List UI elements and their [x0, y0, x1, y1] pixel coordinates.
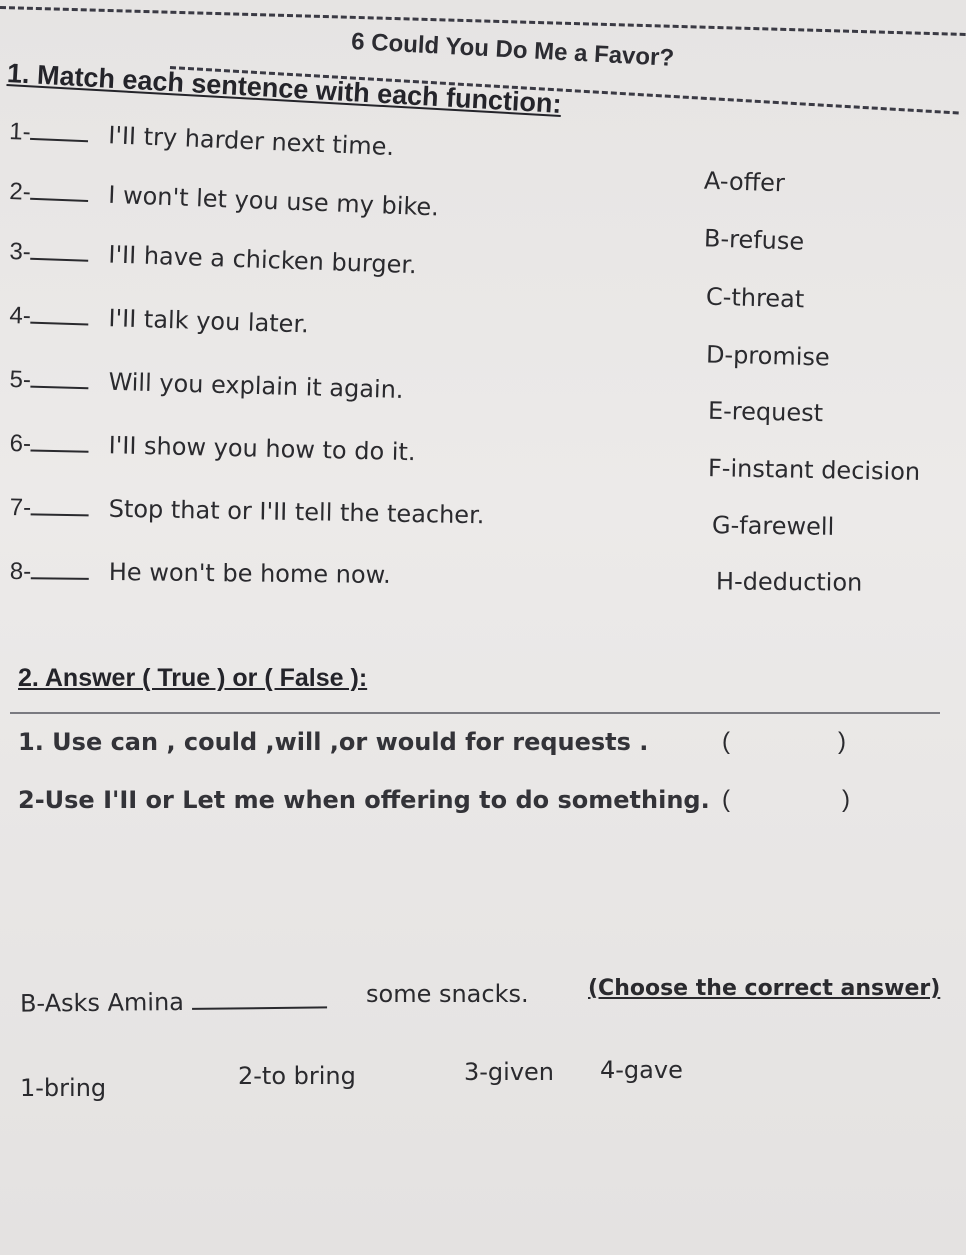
sentence-3	[9, 236, 690, 290]
sentence-text: I'II have a chicken burger.	[107, 240, 418, 280]
sentence-text: I won't let you use my bike.	[107, 180, 440, 222]
sentence-number: 2-	[8, 177, 32, 206]
sentence-6	[9, 428, 690, 473]
answer-blank[interactable]	[31, 322, 89, 326]
option-3[interactable]: 3-given	[464, 1058, 555, 1086]
function-b: B-refuse	[703, 224, 805, 256]
option-1[interactable]: 1-bring	[20, 1074, 107, 1102]
answer-blank[interactable]	[30, 198, 88, 202]
answer-slot-1[interactable]	[740, 728, 830, 758]
section2-heading: 2. Answer ( True ) or ( False ):	[18, 664, 368, 692]
answer-blank[interactable]	[31, 513, 89, 516]
answer-slot-2[interactable]	[740, 786, 835, 816]
sentence-prefix: B-Asks Amina	[19, 987, 185, 1018]
sentence-number: 8-	[9, 557, 32, 586]
function-e: E-request	[707, 396, 824, 428]
answer-blank[interactable]	[31, 386, 89, 390]
instruction-label: (Choose the correct answer)	[588, 976, 941, 1001]
dashed-border-top	[0, 6, 966, 36]
answer-blank[interactable]	[30, 138, 88, 142]
section-divider	[10, 712, 940, 714]
close-paren: )	[838, 728, 846, 755]
option-4[interactable]: 4-gave	[600, 1056, 683, 1084]
function-a: A-offer	[703, 166, 786, 198]
sentence-number: 4-	[9, 301, 32, 330]
section1-heading: 1. Match each sentence with each function:	[6, 58, 563, 119]
sentence-text: Stop that or I'II tell the teacher.	[108, 494, 485, 530]
open-paren: (	[722, 728, 730, 755]
sentence-suffix: some snacks.	[366, 980, 529, 1008]
function-d: D-promise	[705, 340, 831, 372]
function-g: G-farewell	[711, 511, 835, 541]
sentence-text: I'II show you how to do it.	[108, 431, 416, 467]
sentence-number: 3-	[8, 237, 32, 266]
fill-in-sentence	[20, 986, 335, 1017]
sentence-number: 5-	[9, 365, 32, 394]
answer-blank[interactable]	[192, 1006, 327, 1009]
sentence-number: 1-	[8, 117, 32, 146]
answer-blank[interactable]	[31, 577, 89, 580]
true-false-item-2: 2-Use I'II or Let me when offering to do something.	[18, 786, 710, 814]
sentence-1	[9, 116, 690, 174]
function-h: H-deduction	[715, 567, 863, 597]
sentence-number: 6-	[9, 429, 32, 458]
function-f: F-instant decision	[707, 454, 921, 486]
sentence-text: I'II try harder next time.	[107, 121, 395, 162]
worksheet-title: 6 Could You Do Me a Favor?	[350, 28, 675, 72]
true-false-item-1: 1. Use can , could ,will ,or would for requests .	[18, 728, 649, 756]
sentence-number: 7-	[9, 493, 32, 522]
sentence-text: Will you explain it again.	[108, 367, 404, 404]
open-paren: (	[722, 786, 730, 813]
option-2[interactable]: 2-to bring	[238, 1062, 356, 1090]
sentence-4	[9, 300, 690, 351]
sentence-text: He won't be home now.	[108, 558, 391, 589]
sentence-5	[9, 364, 690, 413]
sentence-8	[10, 556, 690, 593]
function-c: C-threat	[705, 282, 805, 314]
sentence-text: I'II talk you later.	[108, 304, 310, 339]
close-paren: )	[842, 786, 850, 813]
answer-blank[interactable]	[31, 449, 89, 452]
sentence-7	[9, 492, 689, 534]
answer-blank[interactable]	[31, 258, 89, 262]
sentence-2	[9, 176, 690, 232]
